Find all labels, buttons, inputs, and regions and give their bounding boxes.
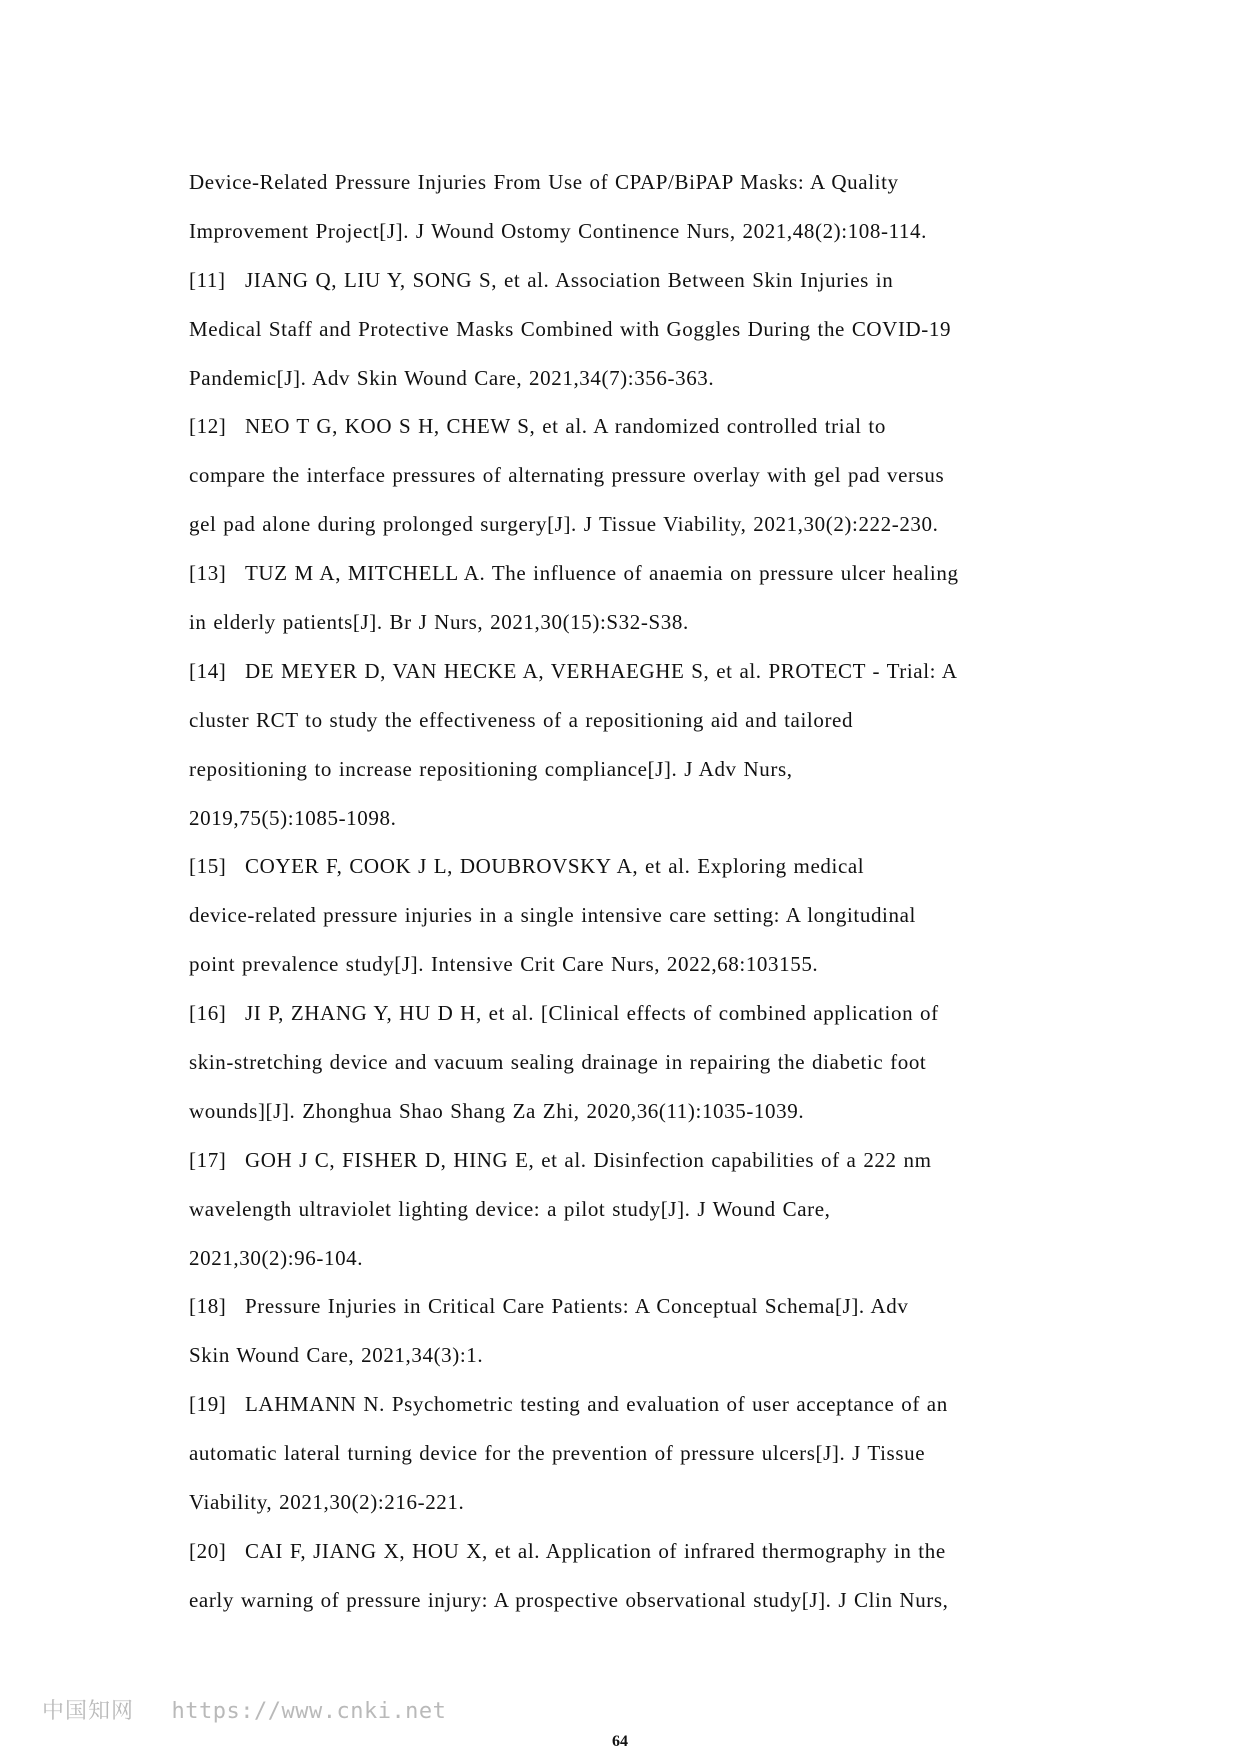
reference-number: [12] (189, 414, 227, 439)
page-number: 64 (612, 1733, 628, 1750)
reference-entry (189, 842, 1059, 989)
reference-entry (189, 989, 1059, 1136)
reference-entry (189, 1527, 1059, 1625)
reference-text: Pressure Injuries in Critical Care Patients: A Conceptual Schema[J]. Adv (245, 1294, 909, 1319)
reference-first-line (189, 647, 1059, 696)
reference-entry (189, 402, 1059, 549)
reference-text: JIANG Q, LIU Y, SONG S, et al. Association Between Skin Injuries in (245, 267, 894, 292)
reference-entry (189, 1380, 1059, 1527)
reference-text-line: in elderly patients[J]. Br J Nurs, 2021,30(15):S32-S38. (189, 610, 689, 635)
reference-continuation-line: Improvement Project[J]. J Wound Ostomy Continence Nurs, 2021,48(2):108-114. (189, 218, 927, 243)
reference-number: [13] (189, 561, 227, 586)
reference-text-line: early warning of pressure injury: A prospective observational study[J]. J Clin Nurs, (189, 1587, 949, 1612)
watermark-url: https://www.cnki.net (171, 1699, 447, 1724)
reference-list (189, 158, 1059, 1625)
reference-text-line: skin-stretching device and vacuum sealing drainage in repairing the diabetic foot (189, 1050, 927, 1075)
reference-number: [11] (189, 267, 226, 292)
reference-text-line: 2019,75(5):1085-1098. (189, 805, 397, 830)
reference-text-line: Pandemic[J]. Adv Skin Wound Care, 2021,34(7):356-363. (189, 365, 715, 390)
reference-first-line (189, 402, 1059, 451)
reference-entry (189, 549, 1059, 647)
reference-number: [17] (189, 1147, 227, 1172)
reference-text: JI P, ZHANG Y, HU D H, et al. [Clinical effects of combined application of (245, 1001, 939, 1026)
reference-number: [14] (189, 658, 227, 683)
reference-text-line: Viability, 2021,30(2):216-221. (189, 1490, 465, 1515)
watermark-brand: 中国知网 (42, 1699, 135, 1724)
reference-first-line (189, 1136, 1059, 1185)
reference-text: CAI F, JIANG X, HOU X, et al. Application of infrared thermography in the (245, 1538, 946, 1563)
reference-text-line: device-related pressure injuries in a single intensive care setting: A longitudinal (189, 903, 916, 928)
reference-first-line (189, 1380, 1059, 1429)
reference-first-line (189, 989, 1059, 1038)
reference-text: NEO T G, KOO S H, CHEW S, et al. A randomized controlled trial to (245, 414, 886, 439)
reference-entry (189, 256, 1059, 403)
reference-entry (189, 647, 1059, 843)
reference-number: [20] (189, 1538, 227, 1563)
reference-first-line (189, 842, 1059, 891)
reference-number: [19] (189, 1392, 227, 1417)
reference-text: DE MEYER D, VAN HECKE A, VERHAEGHE S, et al. PROTECT - Trial: A (245, 658, 958, 683)
reference-text-line: repositioning to increase repositioning compliance[J]. J Adv Nurs, (189, 756, 793, 781)
reference-text: TUZ M A, MITCHELL A. The influence of anaemia on pressure ulcer healing (245, 561, 959, 586)
reference-entry (189, 1282, 1059, 1380)
reference-text-line: wounds][J]. Zhonghua Shao Shang Za Zhi, 2020,36(11):1035-1039. (189, 1098, 805, 1123)
reference-text-line: cluster RCT to study the effectiveness of a repositioning aid and tailored (189, 707, 854, 732)
reference-entry (189, 1136, 1059, 1283)
reference-text-line: 2021,30(2):96-104. (189, 1245, 364, 1270)
reference-number: [15] (189, 854, 227, 879)
reference-first-line (189, 1282, 1059, 1331)
reference-text: GOH J C, FISHER D, HING E, et al. Disinfection capabilities of a 222 nm (245, 1147, 932, 1172)
reference-text-line: automatic lateral turning device for the prevention of pressure ulcers[J]. J Tissue (189, 1441, 926, 1466)
reference-text-line: gel pad alone during prolonged surgery[J]. J Tissue Viability, 2021,30(2):222-230. (189, 512, 939, 537)
cnki-watermark (42, 1694, 446, 1725)
reference-text-line: point prevalence study[J]. Intensive Crit Care Nurs, 2022,68:103155. (189, 952, 819, 977)
reference-number: [18] (189, 1294, 227, 1319)
reference-text-line: wavelength ultraviolet lighting device: a pilot study[J]. J Wound Care, (189, 1196, 831, 1221)
reference-text-line: Skin Wound Care, 2021,34(3):1. (189, 1343, 484, 1368)
reference-first-line (189, 256, 1059, 305)
reference-number: [16] (189, 1001, 227, 1026)
reference-text-line: compare the interface pressures of alternating pressure overlay with gel pad versus (189, 463, 945, 488)
reference-first-line (189, 549, 1059, 598)
reference-continuation-line: Device-Related Pressure Injuries From Use of CPAP/BiPAP Masks: A Quality (189, 170, 899, 194)
reference-text: LAHMANN N. Psychometric testing and evaluation of user acceptance of an (245, 1392, 948, 1417)
reference-text-line: Medical Staff and Protective Masks Combined with Goggles During the COVID-19 (189, 316, 952, 341)
reference-first-line (189, 1527, 1059, 1576)
reference-text: COYER F, COOK J L, DOUBROVSKY A, et al. Exploring medical (245, 854, 865, 879)
